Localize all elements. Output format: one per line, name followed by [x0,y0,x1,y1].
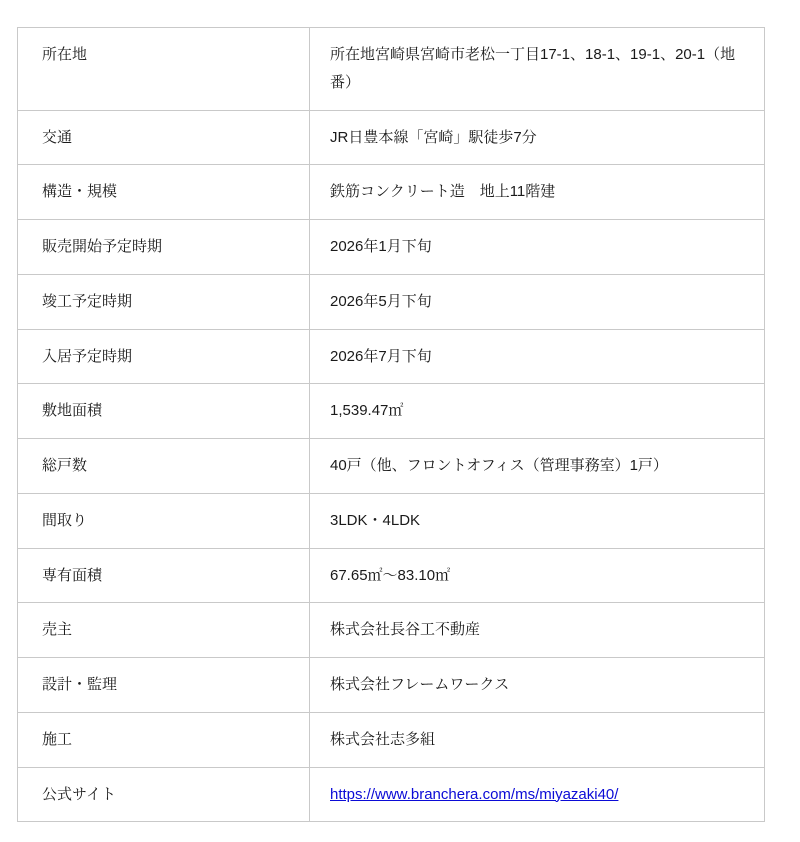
row-label-transport: 交通 [18,110,310,165]
table-row-structure [18,165,765,220]
row-value-builder: 株式会社志多組 [310,712,765,767]
row-value-floor-plan: 3LDK・4LDK [310,493,765,548]
row-label-seller: 売主 [18,603,310,658]
table-row-builder [18,712,765,767]
property-spec-table [17,27,765,822]
row-value-transport: JR日豊本線「宮崎」駅徒歩7分 [310,110,765,165]
row-value-location: 所在地宮崎県宮崎市老松一丁目17-1、18-1、19-1、20-1（地番） [310,28,765,111]
row-label-exclusive-area: 専有面積 [18,548,310,603]
row-label-official-site: 公式サイト [18,767,310,822]
table-row-seller [18,603,765,658]
property-table-body [18,28,765,822]
row-value-official-site [310,767,765,822]
table-row-total-units [18,439,765,494]
row-label-builder: 施工 [18,712,310,767]
table-row-transport [18,110,765,165]
table-row-site-area [18,384,765,439]
row-label-sales-start: 販売開始予定時期 [18,220,310,275]
row-label-move-in: 入居予定時期 [18,329,310,384]
row-label-total-units: 総戸数 [18,439,310,494]
table-row-completion [18,274,765,329]
row-value-structure: 鉄筋コンクリート造 地上11階建 [310,165,765,220]
row-value-site-area: 1,539.47㎡ [310,384,765,439]
table-row-move-in [18,329,765,384]
row-value-move-in: 2026年7月下旬 [310,329,765,384]
table-row-official-site [18,767,765,822]
official-site-link[interactable]: https://www.branchera.com/ms/miyazaki40/ [330,785,619,803]
row-value-seller: 株式会社長谷工不動産 [310,603,765,658]
row-label-floor-plan: 間取り [18,493,310,548]
row-label-structure: 構造・規模 [18,165,310,220]
table-row-floor-plan [18,493,765,548]
row-value-design: 株式会社フレームワークス [310,658,765,713]
table-row-location [18,28,765,111]
row-label-location: 所在地 [18,28,310,111]
row-label-design: 設計・監理 [18,658,310,713]
row-value-completion: 2026年5月下旬 [310,274,765,329]
row-value-total-units: 40戸（他、フロントオフィス（管理事務室）1戸） [310,439,765,494]
table-row-exclusive-area [18,548,765,603]
table-row-design [18,658,765,713]
row-label-completion: 竣工予定時期 [18,274,310,329]
table-row-sales-start [18,220,765,275]
row-label-site-area: 敷地面積 [18,384,310,439]
row-value-sales-start: 2026年1月下旬 [310,220,765,275]
row-value-exclusive-area: 67.65㎡～83.10㎡ [310,548,765,603]
